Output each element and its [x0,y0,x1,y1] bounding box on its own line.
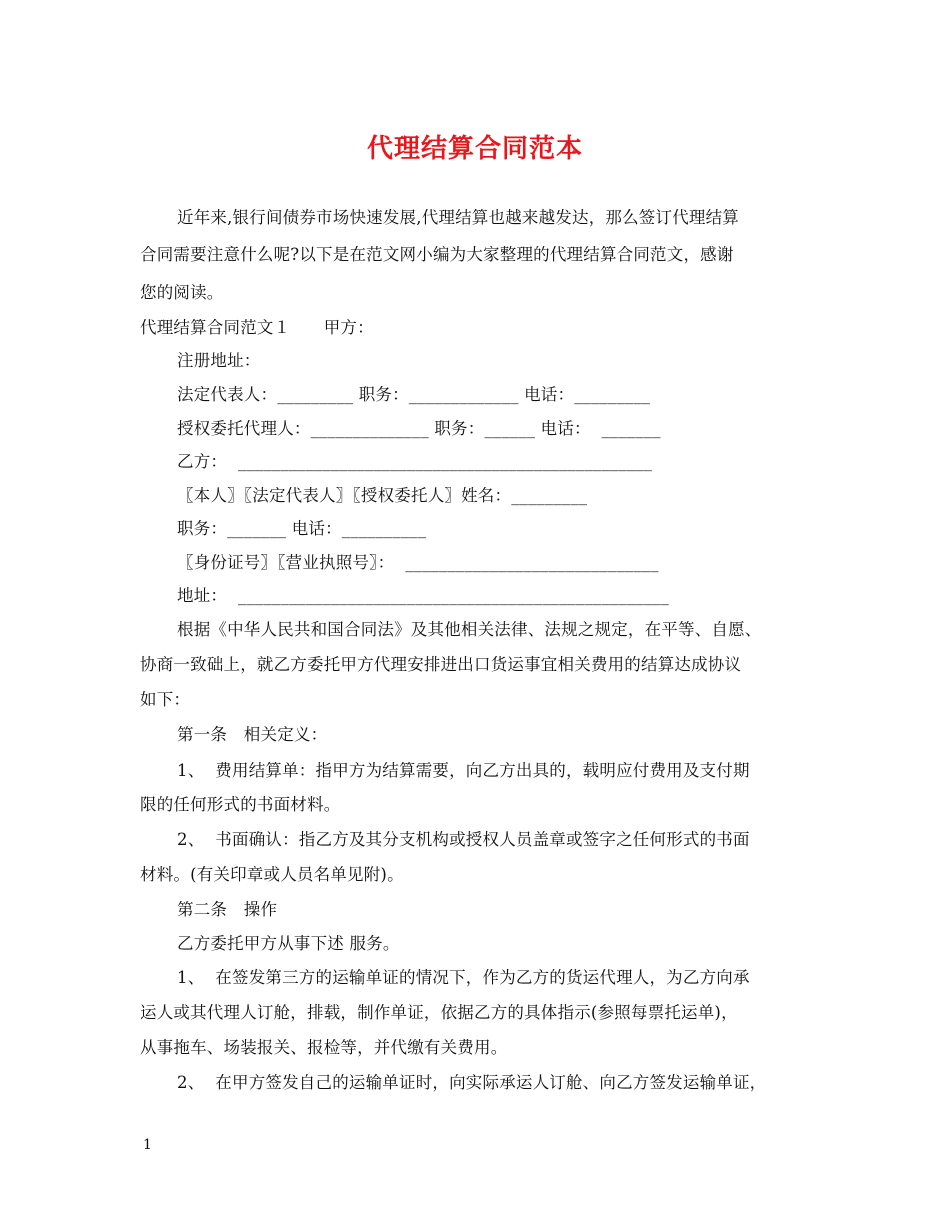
text-line: 代理结算合同范文１ 甲方： [140,318,374,337]
text-line: 授权委托代理人：______________ 职务：______ 电话： _______ [177,419,661,438]
text-line: 如下： [140,690,191,709]
text-line: 〖身份证号〗〖营业执照号〗： ______________________________ [177,553,659,572]
text-line: 从事拖车、场装报关、报检等，并代缴有关费用。 [140,1038,508,1057]
text-line: 协商一致础上，就乙方委托甲方代理安排进出口货运事宜相关费用的结算达成协议 [140,655,742,674]
text-line: 职务：_______ 电话：__________ [177,519,427,538]
text-line: 限的任何形式的书面材料。 [140,795,341,814]
text-line: 第一条 相关定义： [177,725,328,744]
text-line: 2、 在甲方签发自己的运输单证时，向实际承运人订舱、向乙方签发运输单证， [177,1073,767,1092]
text-line: 第二条 操作 [177,900,278,919]
document-title: 代理结算合同范本 [366,134,583,164]
page-number: 1 [143,1137,152,1153]
text-line: 乙方委托甲方从事下述 服务。 [177,934,400,953]
text-line: 1、 费用结算单：指甲方为结算需要，向乙方出具的，载明应付费用及支付期 [177,761,750,780]
text-line: 乙方： _________________________________________________ [177,452,653,471]
text-line: 根据《中华人民共和国合同法》及其他相关法律、法规之规定，在平等、自愿、 [177,620,762,639]
text-line: 2、 书面确认：指乙方及其分支机构或授权人员盖章或签字之任何形式的书面 [177,830,750,849]
text-line: 法定代表人：_________ 职务：_____________ 电话：_________ [177,385,651,404]
text-line: 近年来,银行间债券市场快速发展,代理结算也越来越发达，那么签订代理结算 [177,208,739,227]
text-line: 您的阅读。 [140,283,224,302]
text-line: 运人或其代理人订舱，排载，制作单证，依据乙方的具体指示(参照每票托运单)， [140,1003,738,1022]
text-line: 材料。(有关印章或人员名单见附)。 [140,865,404,884]
text-line: 〖本人〗〖法定代表人〗〖授权委托人〗姓名：_________ [177,486,588,505]
text-line: 1、 在签发第三方的运输单证的情况下，作为乙方的货运代理人，为乙方向承 [177,968,750,987]
text-line: 注册地址： [177,351,261,370]
text-line: 合同需要注意什么呢?以下是在范文网小编为大家整理的代理结算合同范文，感谢 [140,245,734,264]
text-line: 地址： ___________________________________________________ [177,586,669,605]
